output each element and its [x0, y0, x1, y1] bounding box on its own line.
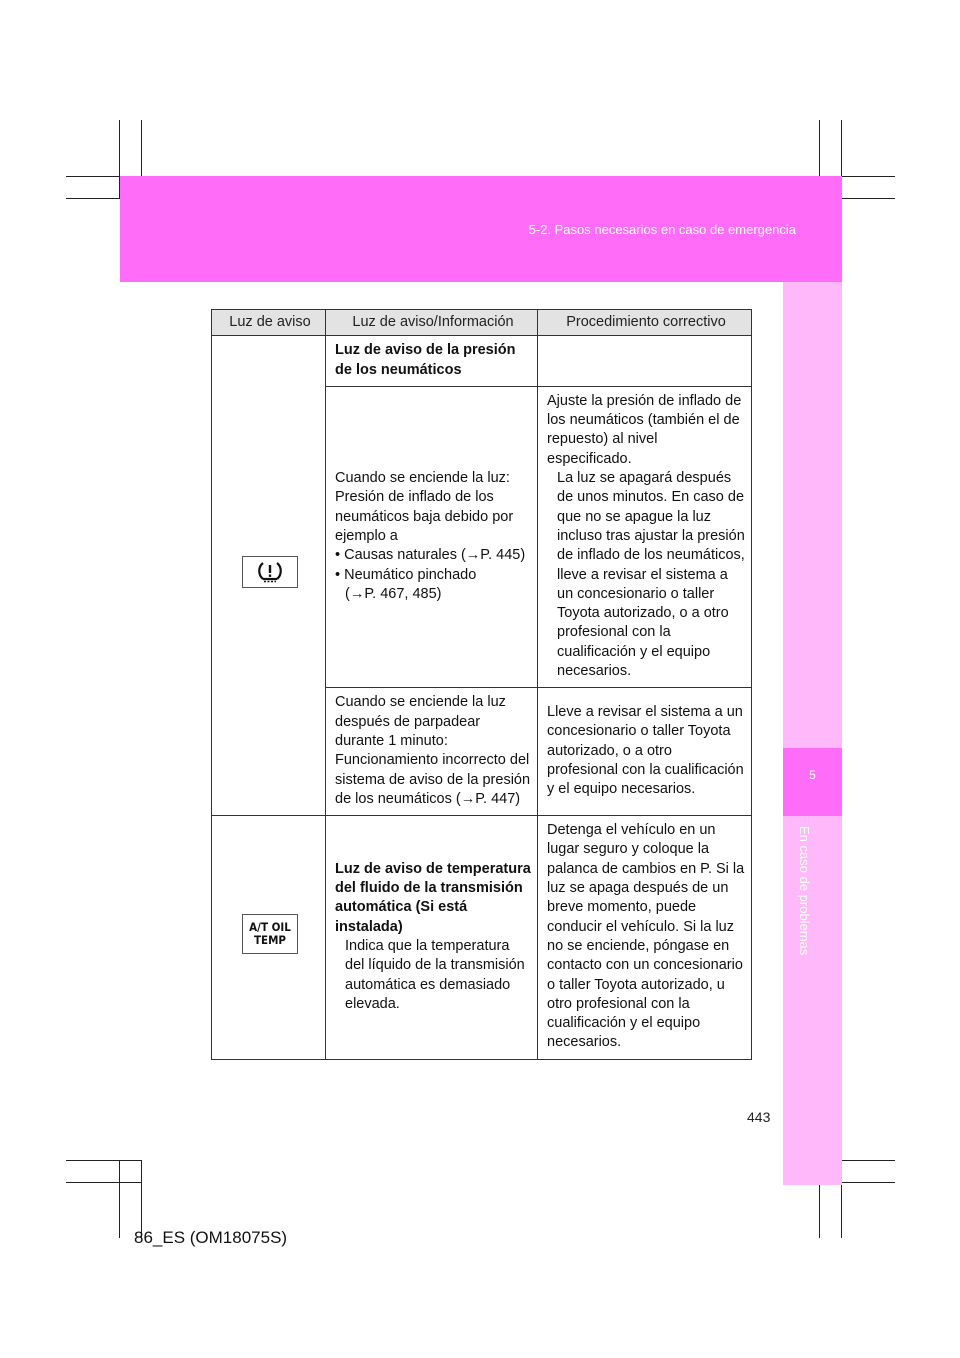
chapter-sidebar [783, 282, 842, 1185]
section-header [120, 176, 842, 282]
icon-label: A/T OIL [249, 919, 291, 934]
page-number: 443 [747, 1109, 771, 1125]
icon-label: TEMP [253, 932, 286, 947]
chapter-number: 5 [809, 768, 816, 782]
chapter-tab[interactable] [783, 748, 842, 816]
warning-info: Luz de aviso de temperatura del fluido de la transmisión automática (Si está instalada) Indica que la temperatura del líquido de la transmisión automática es demasiado elevada. [326, 816, 538, 1060]
warning-icon-cell [212, 816, 326, 1060]
warning-title: Luz de aviso de la presión de los neumáticos [326, 336, 538, 387]
corrective-procedure: Ajuste la presión de inflado de los neumáticos (también el de repuesto) al nivel especificado. La luz se apagará después de unos minutos. En caso de que no se apague la luz incluso tras ajustar la presión de inflado de los neumáticos, lleve a revisar el sistema a un concesionario o taller Toyota autorizado, o a otro profesional con la cualificación y el equipo necesarios. [538, 386, 752, 687]
warning-info: Cuando se enciende la luz después de parpadear durante 1 minuto: Funcionamiento incorrecto del sistema de aviso de la presión de los neumáticos (→P. 447) [326, 688, 538, 816]
at-oil-temp-warning-icon [242, 914, 298, 954]
document-code: 86_ES (OM18075S) [134, 1228, 288, 1247]
crop-mark [141, 1160, 142, 1238]
warning-icon-cell [212, 336, 326, 816]
crop-mark [66, 1182, 142, 1183]
column-header: Luz de aviso/Información [326, 310, 538, 336]
column-header: Procedimiento correctivo [538, 310, 752, 336]
empty-cell [538, 336, 752, 387]
tire-pressure-warning-icon [242, 556, 298, 588]
corrective-procedure: Detenga el vehículo en un lugar seguro y coloque la palanca de cambios en P. Si la luz se apaga después de un breve momento, puede conducir el vehículo. Si la luz no se enciende, póngase en contacto con un concesionario o taller Toyota autorizado, u otro profesional con la cualificación y el equipo necesarios. [538, 816, 752, 1060]
chapter-title-rotated [797, 826, 824, 976]
section-title: 5-2. Pasos necesarios en caso de emergencia [528, 222, 796, 237]
chapter-title: En caso de problemas [797, 826, 812, 956]
crop-mark [119, 1160, 120, 1238]
table-row [212, 816, 752, 1060]
warning-lights-table [211, 309, 752, 1060]
table-row [212, 336, 752, 387]
corrective-procedure: Lleve a revisar el sistema a un concesionario o taller Toyota autorizado, o a otro profesional con la cualificación y el equipo necesarios. [538, 688, 752, 816]
table-header-row [212, 310, 752, 336]
column-header: Luz de aviso [212, 310, 326, 336]
crop-mark [66, 1160, 142, 1161]
warning-info: Cuando se enciende la luz: Presión de inflado de los neumáticos baja debido por ejemplo a • Causas naturales (→P. 445) • Neumático pinchado (→P. 467, 485) [326, 386, 538, 687]
